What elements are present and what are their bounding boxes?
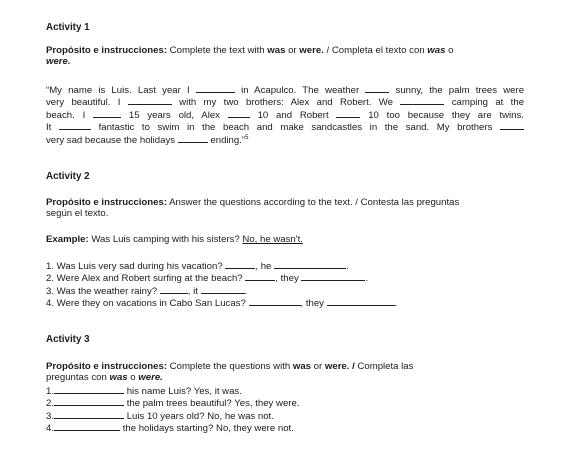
activity-1-paragraph <box>46 84 524 147</box>
keyword-were-italic: were. <box>46 56 71 68</box>
answer-blank[interactable] <box>201 285 245 294</box>
example-line <box>46 234 524 245</box>
instructions-text-es: según el texto. <box>46 208 109 220</box>
activity-1-instructions <box>46 45 524 68</box>
answer-blank[interactable] <box>178 134 208 143</box>
answer-blank[interactable] <box>160 285 188 294</box>
slash-separator: / <box>349 361 358 372</box>
answer-blank[interactable] <box>301 272 365 281</box>
connector-or: or <box>311 361 325 372</box>
instructions-label: Propósito e instrucciones: <box>46 361 168 372</box>
question-2: 2. Were Alex and Robert surfing at the beach? , they . <box>46 273 369 285</box>
keyword-were: were. <box>299 45 324 56</box>
connector-o: o <box>127 372 139 384</box>
answer-blank[interactable] <box>54 422 120 431</box>
paragraph-line-5: very sad because the holidays ending.”$^5$ <box>46 135 249 147</box>
item-2: 2. the palm trees beautiful? Yes, they were. <box>46 398 300 410</box>
answer-blank[interactable] <box>245 272 275 281</box>
activity-3-items <box>46 385 524 434</box>
instructions-text-es: / Completa el texto con <box>323 45 428 56</box>
answer-blank[interactable] <box>54 385 124 394</box>
activity-3-heading: Activity 3 <box>46 334 90 345</box>
instructions-label: Propósito e instrucciones: <box>46 197 168 208</box>
paragraph-line-2: very beautiful. I with my two brothers: Alex and Robert. We camping at the <box>46 97 525 109</box>
item-4: 4. the holidays starting? No, they were not. <box>46 422 294 434</box>
keyword-were: were. <box>324 361 350 372</box>
activity-3-instructions <box>46 361 524 384</box>
instructions-text: Complete the text with <box>167 45 268 56</box>
keyword-was-italic: was <box>427 45 446 56</box>
item-3: 3. Luis 10 years old? No, he was not. <box>46 410 274 422</box>
keyword-was: was <box>292 361 312 372</box>
answer-blank[interactable] <box>196 84 235 93</box>
keyword-was: was <box>267 45 286 56</box>
question-1: 1. Was Luis very sad during his vacation? , he . <box>46 261 349 272</box>
example-answer: No, he wasn't. <box>242 234 303 245</box>
question-4: 4. Were they on vacations in Cabo San Lucas? , they . <box>46 297 398 309</box>
answer-blank[interactable] <box>54 410 124 419</box>
instructions-text-es-2: preguntas con <box>46 372 110 384</box>
paragraph-line-1: “My name is Luis. Last year I in Acapulco. The weather sunny, the palm trees were <box>46 85 525 96</box>
keyword-was-italic: was <box>109 372 128 384</box>
answer-blank[interactable] <box>336 109 360 118</box>
paragraph-line-3: beach. I 15 years old, Alex 10 and Robert 10 too because they are twins. <box>46 109 524 121</box>
answer-blank[interactable] <box>128 96 172 105</box>
answer-blank[interactable] <box>54 397 124 406</box>
example-question: Was Luis camping with his sisters? <box>88 234 243 245</box>
answer-blank[interactable] <box>59 121 91 130</box>
question-3: 3. Was the weather rainy? , it . <box>46 285 248 297</box>
connector-or: or <box>285 45 300 56</box>
instructions-text-es: Completa las <box>357 361 414 372</box>
answer-blank[interactable] <box>327 297 395 306</box>
answer-blank[interactable] <box>93 109 121 118</box>
keyword-were-italic: were. <box>138 372 163 384</box>
instructions-text: Complete the questions with <box>167 361 293 372</box>
item-1: 1. his name Luis? Yes, it was. <box>46 386 242 397</box>
answer-blank[interactable] <box>274 260 346 269</box>
example-label: Example: <box>46 234 89 245</box>
activity-2-questions <box>46 260 524 309</box>
answer-blank[interactable] <box>228 109 250 118</box>
instructions-label: Propósito e instrucciones: <box>46 45 168 56</box>
activity-2-instructions <box>46 197 524 220</box>
paragraph-line-4: It fantastic to swim in the beach and make sandcastles in the sand. My brothers <box>46 121 524 133</box>
activity-1-heading: Activity 1 <box>46 22 90 33</box>
answer-blank[interactable] <box>500 121 524 130</box>
answer-blank[interactable] <box>365 84 389 93</box>
connector-o: o <box>445 45 454 56</box>
answer-blank[interactable] <box>225 260 255 269</box>
answer-blank[interactable] <box>400 96 444 105</box>
footnote-marker: 5 <box>245 135 249 142</box>
activity-2-heading: Activity 2 <box>46 171 90 182</box>
instructions-text: Answer the questions according to the text. / Contesta las preguntas <box>167 197 460 208</box>
answer-blank[interactable] <box>249 297 301 306</box>
